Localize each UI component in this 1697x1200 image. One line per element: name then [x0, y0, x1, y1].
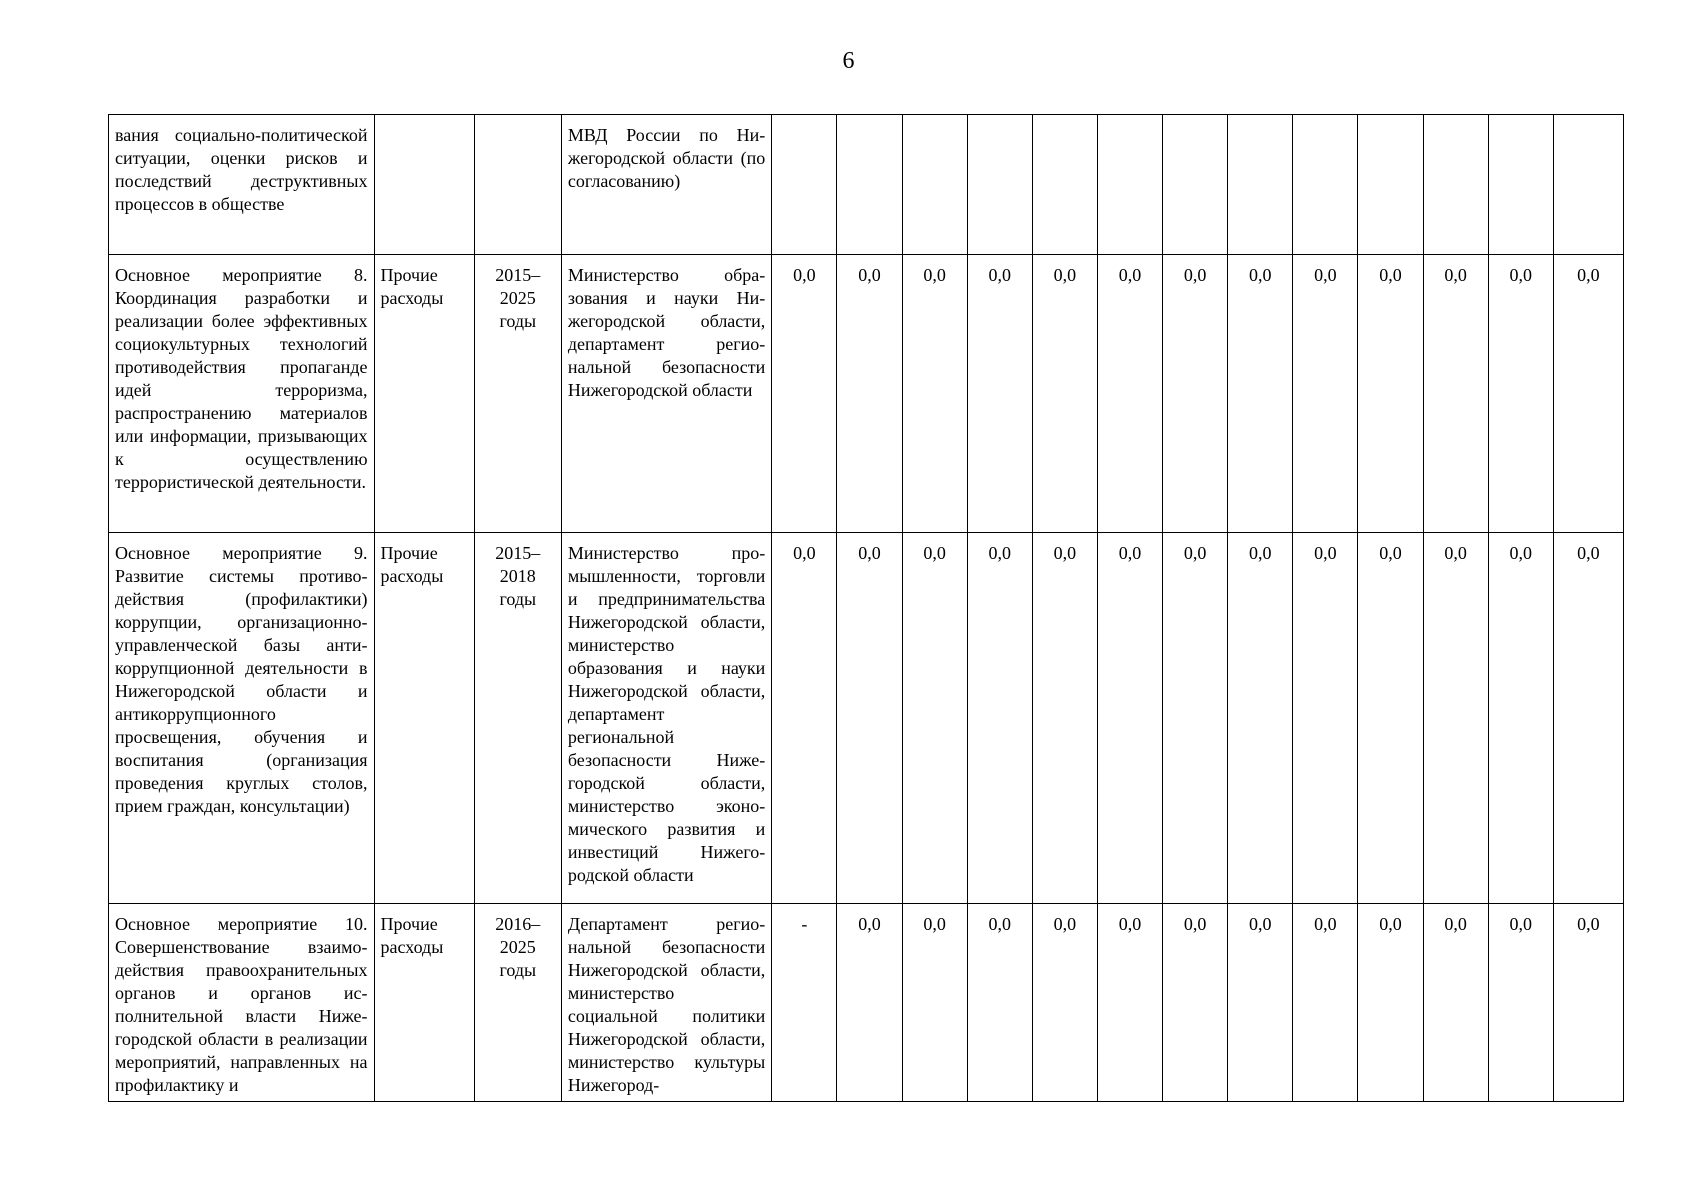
page-number: 6 — [842, 48, 855, 74]
measure-cell: Основное мероприятие 8. Координация разработки и реализации более эффективных социокультурных технологий противодействия пропаганде идей терроризма, распространению материалов или информации, призывающих к осуществлению террористической деятельности. — [109, 255, 375, 533]
funding-value-cell: 0,0 — [1553, 533, 1623, 904]
funding-value-cell: 0,0 — [1032, 533, 1097, 904]
funding-value-cell: 0,0 — [1293, 904, 1358, 1102]
funding-value-cell: 0,0 — [1032, 904, 1097, 1102]
funding-value-cell — [1358, 115, 1423, 255]
funding-value-cell: 0,0 — [967, 255, 1032, 533]
funding-value-cell: 0,0 — [1423, 904, 1488, 1102]
expense-type-cell: Прочие расходы — [374, 255, 474, 533]
funding-value-cell: 0,0 — [1032, 255, 1097, 533]
funding-value-cell: 0,0 — [1293, 533, 1358, 904]
funding-value-cell: 0,0 — [1488, 255, 1553, 533]
funding-value-cell: 0,0 — [1423, 255, 1488, 533]
funding-value-cell: 0,0 — [1228, 533, 1293, 904]
funding-value-cell — [902, 115, 967, 255]
funding-value-cell: - — [772, 904, 837, 1102]
funding-value-cell: 0,0 — [1097, 255, 1162, 533]
funding-value-cell: 0,0 — [902, 904, 967, 1102]
funding-value-cell: 0,0 — [1358, 533, 1423, 904]
funding-value-cell — [772, 115, 837, 255]
funding-value-cell: 0,0 — [772, 255, 837, 533]
funding-value-cell — [967, 115, 1032, 255]
measure-cell: вания социально-политической ситуации, оценки рисков и последствий деструктивных процессов в обществе — [109, 115, 375, 255]
measure-cell: Основное мероприятие 9. Развитие системы противодействия (профилактики) коррупции, организационно-управленческой базы антикоррупционной деятельности в Нижегородской области и антикоррупционного просвещения, обучения и воспитания (организация проведения круглых столов, прием граждан, консультации) — [109, 533, 375, 904]
funding-value-cell: 0,0 — [902, 533, 967, 904]
funding-value-cell — [837, 115, 902, 255]
executor-cell: Департамент региональной безопасности Нижегородской области, министерство социальной политики Нижегородской области, министерство культуры Нижегород- — [561, 904, 771, 1102]
funding-value-cell: 0,0 — [967, 904, 1032, 1102]
table-row — [109, 533, 1624, 904]
funding-value-cell: 0,0 — [1488, 904, 1553, 1102]
years-cell: 2016–2025 годы — [474, 904, 561, 1102]
expense-type-cell: Прочие расходы — [374, 533, 474, 904]
funding-value-cell: 0,0 — [902, 255, 967, 533]
funding-value-cell — [1423, 115, 1488, 255]
funding-value-cell: 0,0 — [1097, 904, 1162, 1102]
expense-type-cell: Прочие расходы — [374, 904, 474, 1102]
table-row — [109, 904, 1624, 1102]
funding-value-cell: 0,0 — [1293, 255, 1358, 533]
funding-value-cell: 0,0 — [1553, 255, 1623, 533]
funding-value-cell: 0,0 — [772, 533, 837, 904]
years-cell — [474, 115, 561, 255]
years-cell: 2015–2018 годы — [474, 533, 561, 904]
funding-value-cell: 0,0 — [837, 533, 902, 904]
executor-cell: МВД России по Нижегородской области (по согласованию) — [561, 115, 771, 255]
executor-cell: Министерство промышленности, торговли и предпринимательства Нижегородской области, министерство образования и науки Нижегородской области, департамент региональной безопасности Нижегородской области, министерство экономического развития и инвестиций Нижегородской области — [561, 533, 771, 904]
funding-value-cell: 0,0 — [1228, 255, 1293, 533]
expense-type-cell — [374, 115, 474, 255]
funding-value-cell: 0,0 — [837, 904, 902, 1102]
table-body — [109, 115, 1624, 1102]
funding-value-cell: 0,0 — [1163, 533, 1228, 904]
funding-value-cell: 0,0 — [1553, 904, 1623, 1102]
funding-value-cell — [1488, 115, 1553, 255]
funding-value-cell: 0,0 — [967, 533, 1032, 904]
funding-value-cell — [1097, 115, 1162, 255]
funding-value-cell: 0,0 — [1163, 904, 1228, 1102]
funding-value-cell: 0,0 — [837, 255, 902, 533]
funding-value-cell: 0,0 — [1423, 533, 1488, 904]
funding-value-cell — [1293, 115, 1358, 255]
funding-value-cell: 0,0 — [1488, 533, 1553, 904]
funding-value-cell — [1163, 115, 1228, 255]
years-cell: 2015–2025 годы — [474, 255, 561, 533]
measure-cell: Основное мероприятие 10. Совершенствование взаимодействия правоохранительных органов и органов исполнительной власти Нижегородской области в реализации мероприятий, направленных на профилактику и — [109, 904, 375, 1102]
funding-value-cell: 0,0 — [1358, 904, 1423, 1102]
funding-value-cell — [1032, 115, 1097, 255]
program-measures-table — [108, 114, 1624, 1102]
table-row — [109, 115, 1624, 255]
funding-value-cell: 0,0 — [1163, 255, 1228, 533]
funding-value-cell: 0,0 — [1097, 533, 1162, 904]
table-row — [109, 255, 1624, 533]
funding-value-cell: 0,0 — [1358, 255, 1423, 533]
funding-value-cell — [1228, 115, 1293, 255]
executor-cell: Министерство образования и науки Нижегородской области, департамент региональной безопасности Нижегородской области — [561, 255, 771, 533]
funding-value-cell — [1553, 115, 1623, 255]
funding-value-cell: 0,0 — [1228, 904, 1293, 1102]
